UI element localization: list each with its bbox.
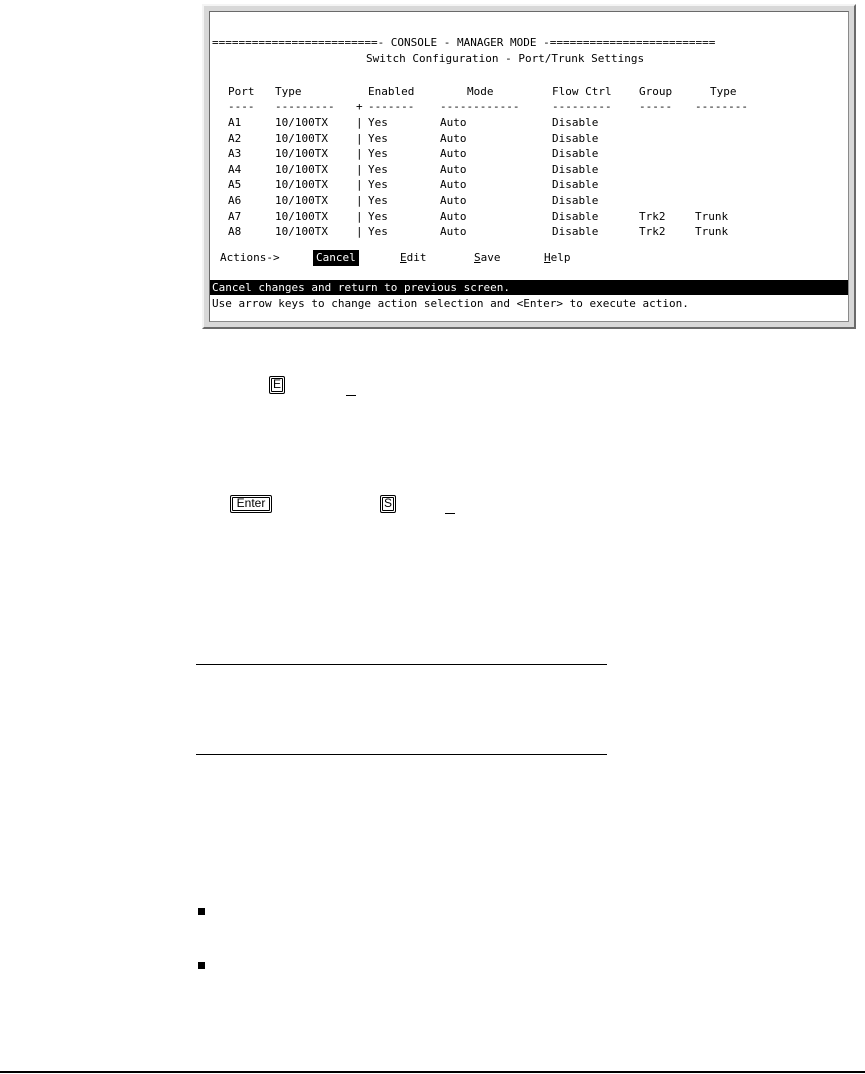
port-cell: A4 [228, 162, 242, 176]
type-cell: 10/100TX [275, 209, 328, 223]
help-hint: Use arrow keys to change action selection and <Enter> to execute action. [212, 297, 689, 310]
type-cell: 10/100TX [275, 147, 328, 161]
flow-ctrl-cell: Disable [552, 178, 599, 192]
enabled-cell: Yes [368, 209, 388, 223]
save-label-rest: ave [480, 251, 501, 264]
mode-cell: Auto [440, 116, 467, 129]
flow-ctrl-cell: Disable [552, 162, 599, 176]
help-hotkey: H [544, 251, 551, 264]
table-row[interactable] [210, 193, 848, 209]
port-cell: A8 [228, 225, 242, 239]
dash-flow: --------- [552, 100, 612, 113]
flow-ctrl-cell: Disable [552, 147, 599, 161]
group-cell: Trk2 [639, 225, 666, 239]
group-cell: Trk2 [639, 209, 666, 223]
screen-title: Switch Configuration - Port/Trunk Settings [366, 52, 645, 65]
mode-cell: Auto [440, 131, 467, 145]
enabled-cell: Yes [368, 147, 388, 161]
page-footer-rule [0, 1071, 865, 1073]
table-row[interactable] [210, 162, 848, 178]
port-table [210, 115, 848, 240]
column-separator: | [356, 225, 363, 239]
column-separator: | [356, 147, 363, 161]
port-cell: A2 [228, 131, 242, 145]
edit-label-rest: dit [406, 251, 427, 264]
column-separator: | [356, 209, 363, 223]
column-header-port: Port [228, 85, 255, 98]
underscore-mark [445, 513, 455, 514]
table-row[interactable] [210, 209, 848, 225]
help-label-rest: elp [550, 251, 571, 264]
port-cell: A3 [228, 147, 242, 161]
port-cell: A1 [228, 116, 242, 129]
table-row[interactable] [210, 146, 848, 162]
flow-ctrl-cell: Disable [552, 225, 599, 239]
note-bottom-rule [196, 754, 607, 755]
mode-cell: Auto [440, 147, 467, 161]
mode-cell: Auto [440, 162, 467, 176]
flow-ctrl-cell: Disable [552, 131, 599, 145]
port-cell: A6 [228, 193, 242, 207]
dash-mode: ------------ [440, 100, 520, 113]
save-hotkey: S [474, 251, 481, 264]
port-cell: A7 [228, 209, 242, 223]
trunk-type-cell: Trunk [695, 225, 729, 239]
dash-plus: + [356, 100, 363, 113]
column-header-mode: Mode [467, 85, 494, 98]
dash-enabled: ------- [368, 100, 415, 113]
trunk-type-cell: Trunk [695, 209, 729, 223]
flow-ctrl-cell: Disable [552, 116, 599, 129]
table-row[interactable] [210, 224, 848, 240]
bullet-icon [198, 908, 205, 915]
column-separator: | [356, 178, 363, 192]
column-separator: | [356, 193, 363, 207]
type-cell: 10/100TX [275, 162, 328, 176]
edit-hotkey: E [400, 251, 407, 264]
note-top-rule [196, 664, 607, 665]
mode-cell: Auto [440, 178, 467, 192]
dash-port: ---- [228, 100, 255, 113]
enabled-cell: Yes [368, 193, 388, 207]
enter-keycap: Enter [230, 495, 272, 513]
edit-action[interactable] [400, 250, 427, 266]
port-cell: A5 [228, 178, 242, 192]
enabled-cell: Yes [368, 178, 388, 192]
column-separator: | [356, 116, 363, 129]
table-row[interactable] [210, 131, 848, 147]
flow-ctrl-cell: Disable [552, 209, 599, 223]
enabled-cell: Yes [368, 225, 388, 239]
column-separator: | [356, 162, 363, 176]
enabled-cell: Yes [368, 116, 388, 129]
table-row[interactable] [210, 177, 848, 193]
mode-cell: Auto [440, 209, 467, 223]
table-row[interactable] [210, 115, 848, 131]
help-action[interactable] [544, 250, 571, 266]
flow-ctrl-cell: Disable [552, 193, 599, 207]
column-separator: | [356, 131, 363, 145]
cancel-action[interactable]: Cancel [313, 250, 359, 266]
console-header: =========================- CONSOLE - MANAGER MODE -========================= [212, 36, 716, 49]
mode-cell: Auto [440, 193, 467, 207]
underscore-mark [346, 395, 356, 396]
enabled-cell: Yes [368, 131, 388, 145]
dash-trunk-type: -------- [695, 100, 748, 113]
dash-type: --------- [275, 100, 335, 113]
status-bar [210, 280, 848, 295]
e-keycap: E [269, 376, 285, 394]
column-header-group: Group [639, 85, 673, 98]
type-cell: 10/100TX [275, 193, 328, 207]
type-cell: 10/100TX [275, 131, 328, 145]
console-screen [209, 11, 849, 322]
save-action[interactable] [474, 250, 501, 266]
bullet-icon [198, 962, 205, 969]
type-cell: 10/100TX [275, 116, 328, 129]
dash-group: ----- [639, 100, 673, 113]
mode-cell: Auto [440, 225, 467, 239]
s-keycap: S [380, 495, 396, 513]
actions-label: Actions-> [220, 251, 280, 264]
column-header-flow-ctrl: Flow Ctrl [552, 85, 612, 98]
column-header-enabled: Enabled [368, 85, 415, 98]
type-cell: 10/100TX [275, 225, 328, 239]
status-message: Cancel changes and return to previous screen. [212, 281, 511, 294]
type-cell: 10/100TX [275, 178, 328, 192]
column-header-trunk-type: Type [710, 85, 737, 98]
enabled-cell: Yes [368, 162, 388, 176]
console-screenshot-frame [202, 4, 856, 329]
column-header-type: Type [275, 85, 302, 98]
